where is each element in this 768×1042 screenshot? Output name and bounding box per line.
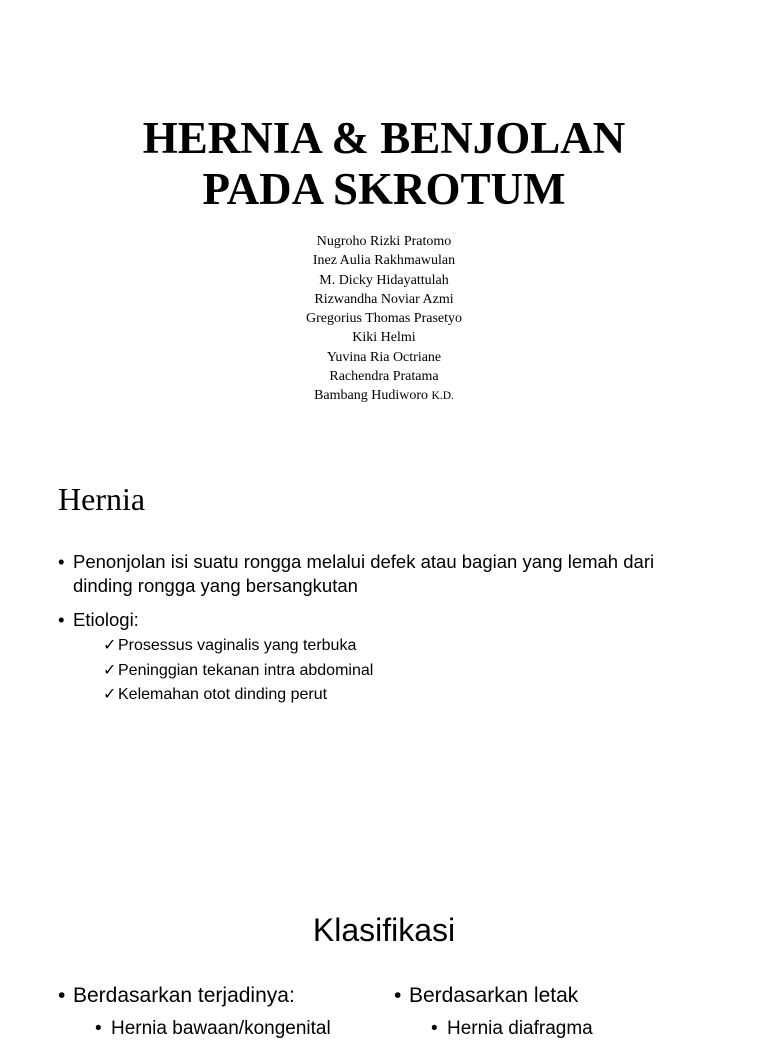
bullet-icon: • xyxy=(394,984,402,1007)
left-column xyxy=(58,982,378,1042)
etiologi-text: Peninggian tekanan intra abdominal xyxy=(118,661,374,679)
right-column xyxy=(394,982,734,1042)
etiologi-text: Prosessus vaginalis yang terbuka xyxy=(118,637,357,654)
bullet-text: Etiologi: xyxy=(73,609,139,630)
sub-item-text: Hernia bawaan/kongenital xyxy=(111,1018,331,1039)
checkmark-icon: ✓ xyxy=(103,637,117,654)
slide-title: Klasifikasi xyxy=(312,912,456,948)
checkmark-icon: ✓ xyxy=(103,661,117,679)
author-name: Kiki Helmi xyxy=(352,330,416,346)
bullet-icon: • xyxy=(58,551,65,572)
bullet-text: Berdasarkan letak xyxy=(409,984,579,1007)
etiologi-item xyxy=(103,683,718,708)
author-name: Rizwandha Noviar Azmi xyxy=(314,291,454,307)
bullet-text: Berdasarkan terjadinya: xyxy=(73,984,295,1007)
slide-title xyxy=(0,113,768,215)
title-line-2: PADA SKROTUM xyxy=(202,164,566,214)
author-name: M. Dicky Hidayattulah xyxy=(319,272,449,288)
bullet-item-etiologi xyxy=(58,608,718,708)
title-line-1: HERNIA & BENJOLAN xyxy=(142,113,626,163)
bullet-icon: • xyxy=(58,609,65,630)
etiologi-item xyxy=(103,634,718,659)
sub-item-text: Hernia diafragma xyxy=(447,1018,593,1039)
author-name: Nugroho Rizki Pratomo xyxy=(316,234,452,249)
author-suffix: K.D. xyxy=(431,390,454,403)
bullet-item-terjadinya xyxy=(58,982,378,1042)
bullet-text: Penonjolan isi suatu rongga melalui defek atau bagian yang lemah dari dinding rongga yang bersangkutan xyxy=(73,551,655,596)
author-name: Gregorius Thomas Prasetyo xyxy=(305,311,463,327)
sub-list xyxy=(431,1016,734,1042)
sub-item xyxy=(95,1016,378,1042)
slide-title: Hernia xyxy=(58,481,146,517)
author-list xyxy=(0,232,768,407)
etiologi-list xyxy=(103,634,718,708)
hernia-slide xyxy=(0,440,768,872)
etiologi-text: Kelemahan otot dinding perut xyxy=(118,686,328,703)
bullet-icon: • xyxy=(431,1018,438,1039)
klasifikasi-slide xyxy=(0,872,768,1039)
bullet-item-definition xyxy=(58,550,718,598)
etiologi-item xyxy=(103,659,718,684)
sub-item xyxy=(431,1016,734,1042)
author-name-last xyxy=(0,386,768,406)
title-slide xyxy=(0,0,768,440)
bullet-item-letak xyxy=(394,982,734,1042)
author-name: Yuvina Ria Octriane xyxy=(326,349,442,365)
author-name-text: Bambang Hudiworo xyxy=(314,388,429,404)
bullet-list xyxy=(58,550,718,708)
bullet-icon: • xyxy=(58,984,66,1007)
bullet-icon: • xyxy=(95,1018,102,1039)
checkmark-icon: ✓ xyxy=(103,686,117,703)
sub-list xyxy=(95,1016,378,1042)
author-name: Inez Aulia Rakhmawulan xyxy=(312,253,456,269)
author-name: Rachendra Pratama xyxy=(329,369,439,385)
